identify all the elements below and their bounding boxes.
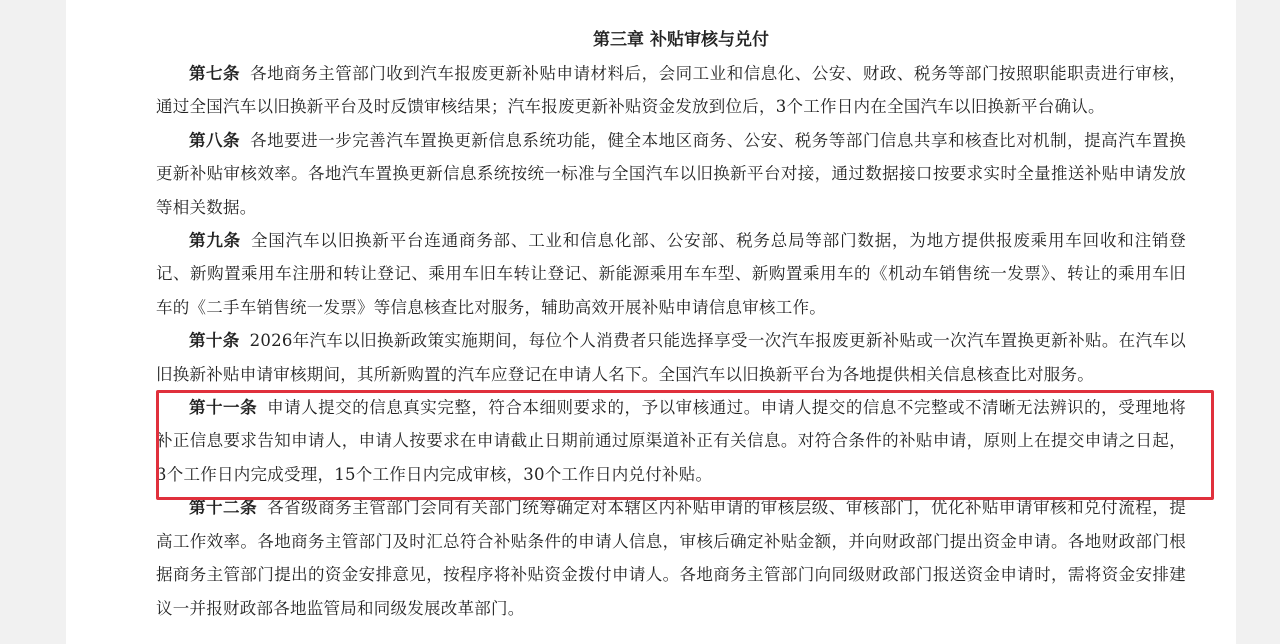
chapter-title: 第三章 补贴审核与兑付 [593,30,769,50]
article-12 [156,491,1186,625]
article-number: 第八条 [189,130,241,150]
article-text: 全国汽车以旧换新平台连通商务部、工业和信息化部、公安部、税务总局等部门数据，为地方提供报废乘用车回收和注销登记、新购置乘用车注册和转让登记、乘用车旧车转让登记、新能源乘用车车型、新购置乘用车的《机动车销售统一发票》、转让的乘用车旧车的《二手车销售统一发票》等信息核查比对服务，辅助高效开展补贴申请信息审核工作。 [156,231,1187,317]
article-9 [156,224,1186,324]
article-number: 第十一条 [189,398,258,418]
document-content [156,24,1186,625]
article-number: 第十二条 [189,498,258,518]
article-text: 各省级商务主管部门会同有关部门统筹确定对本辖区内补贴申请的审核层级、审核部门，优化补贴申请审核和兑付流程，提高工作效率。各地商务主管部门及时汇总符合补贴条件的申请人信息，审核后确定补贴金额，并向财政部门提出资金申请。各地财政部门根据商务主管部门提出的资金安排意见，按程序将补贴资金拨付申请人。各地商务主管部门向同级财政部门报送资金申请时，需将资金安排建议一并报财政部各地监管局和同级发展改革部门。 [156,498,1187,618]
article-text: 各地商务主管部门收到汽车报废更新补贴申请材料后，会同工业和信息化、公安、财政、税务等部门按照职能职责进行审核，通过全国汽车以旧换新平台及时反馈审核结果；汽车报废更新补贴资金发放到位后，3个工作日内在全国汽车以旧换新平台确认。 [156,64,1187,117]
article-number: 第十条 [189,331,240,351]
document-page [66,0,1236,644]
article-number: 第七条 [189,64,241,83]
article-10 [156,324,1186,391]
article-7 [156,57,1186,124]
article-text: 各地要进一步完善汽车置换更新信息系统功能，健全本地区商务、公安、税务等部门信息共享和核查比对机制，提高汽车置换更新补贴审核效率。各地汽车置换更新信息系统按统一标准与全国汽车以旧换新平台对接，通过数据接口按要求实时全量推送补贴申请发放等相关数据。 [156,130,1187,217]
article-8 [156,124,1186,224]
article-text: 2026年汽车以旧换新政策实施期间，每位个人消费者只能选择享受一次汽车报废更新补贴或一次汽车置换更新补贴。在汽车以旧换新补贴申请审核期间，其所新购置的汽车应登记在申请人名下。全国汽车以旧换新平台为各地提供相关信息核查比对服务。 [156,331,1186,384]
article-text: 申请人提交的信息真实完整，符合本细则要求的，予以审核通过。申请人提交的信息不完整或不清晰无法辨识的，受理地将补正信息要求告知申请人，申请人按要求在申请截止日期前通过原渠道补正有关信息。对符合条件的补贴申请，原则上在提交申请之日起，3个工作日内完成受理，15个工作日内完成审核，30个工作日内兑付补贴。 [156,398,1187,484]
article-number: 第九条 [189,231,241,251]
article-11 [156,391,1186,491]
